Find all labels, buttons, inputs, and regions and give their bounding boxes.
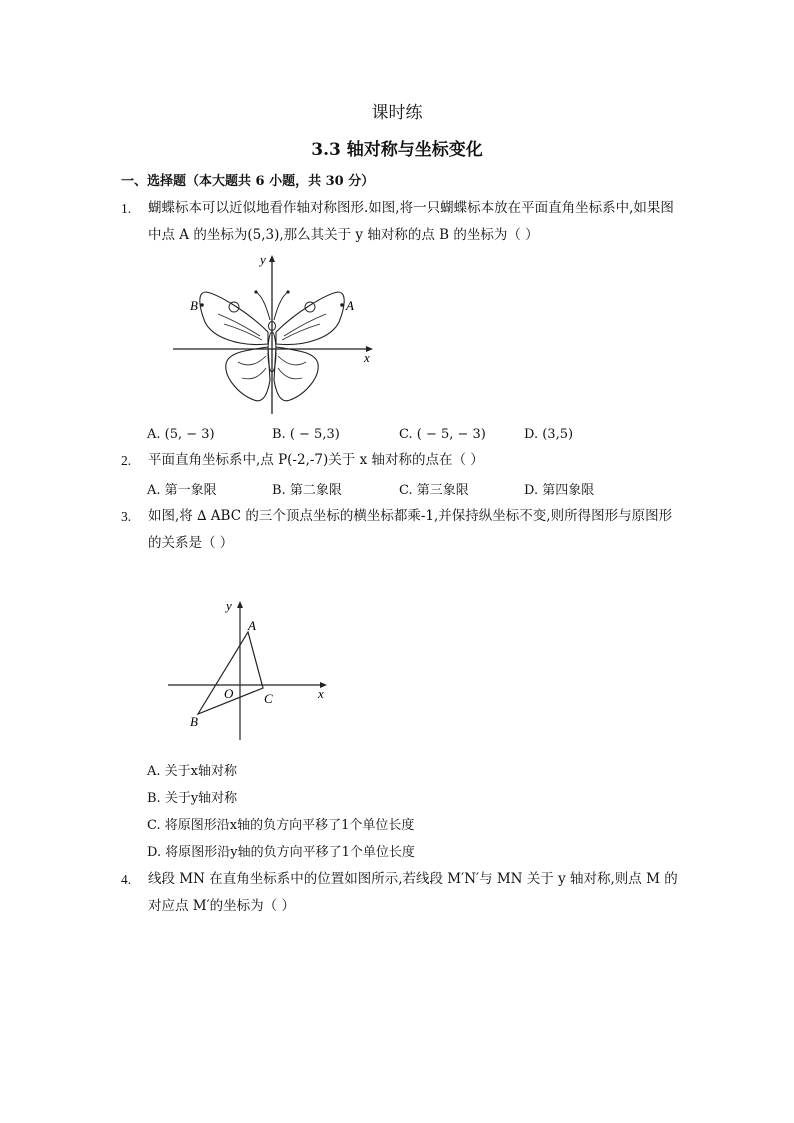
q1-option-c[interactable]: C. ( − 5, − 3) <box>399 427 486 442</box>
question-text: 如图,将 ∆ ABC 的三个顶点坐标的横坐标都乘-1,并保持纵坐标不变,则所得图形与原图形的关系是（ ） <box>148 508 673 551</box>
q3-option-a[interactable]: A. 关于x轴对称 <box>147 764 237 779</box>
q3-option-c[interactable]: C. 将原图形沿x轴的负方向平移了1个单位长度 <box>147 818 415 833</box>
question-4 <box>121 866 681 920</box>
q2-option-b[interactable]: B. 第二象限 <box>272 483 342 498</box>
origin-label: O <box>224 686 234 701</box>
question-text: 蝴蝶标本可以近似地看作轴对称图形.如图,将一只蝴蝶标本放在平面直角坐标系中,如果图中点 A 的坐标为(5,3),那么其关于 y 轴对称的点 B 的坐标为（ ） <box>148 200 674 243</box>
q3-option-b[interactable]: B. 关于y轴对称 <box>147 791 238 806</box>
question-text: 线段 MN 在直角坐标系中的位置如图所示,若线段 M′N′与 MN 关于 y 轴对称,则点 M 的对应点 M′的坐标为（ ） <box>148 871 678 914</box>
lesson-title: 3.3 轴对称与坐标变化 <box>311 140 483 160</box>
q1-option-a[interactable]: A. (5, − 3) <box>147 427 215 442</box>
q2-option-d[interactable]: D. 第四象限 <box>524 483 595 498</box>
point-a-label: A <box>346 298 354 313</box>
q2-option-a[interactable]: A. 第一象限 <box>147 483 217 498</box>
question-1 <box>121 195 681 249</box>
q1-option-d[interactable]: D. (3,5) <box>524 427 574 442</box>
y-axis-label: y <box>260 252 266 267</box>
question-2 <box>121 447 681 474</box>
point-b-label: B <box>190 298 198 313</box>
q2-option-c[interactable]: C. 第三象限 <box>399 483 469 498</box>
question-number: 2. <box>121 453 132 468</box>
question-3 <box>121 503 681 557</box>
x-axis-label: x <box>364 350 370 365</box>
q3-option-d[interactable]: D. 将原图形沿y轴的负方向平移了1个单位长度 <box>147 845 415 860</box>
triangle-figure <box>160 592 340 742</box>
butterfly-figure <box>168 252 378 417</box>
question-text: 平面直角坐标系中,点 P(-2,-7)关于 x 轴对称的点在（ ） <box>148 452 484 468</box>
q1-option-b[interactable]: B. ( − 5,3) <box>272 427 340 442</box>
point-a-label: A <box>248 618 256 633</box>
y-axis-label: y <box>226 598 232 613</box>
page-title: 课时练 <box>371 103 423 123</box>
question-number: 1. <box>121 201 132 216</box>
section-heading: 一、选择题（本大题共 6 小题，共 30 分） <box>121 174 375 189</box>
question-number: 3. <box>121 509 132 524</box>
question-number: 4. <box>121 872 132 887</box>
x-axis-label: x <box>318 686 324 701</box>
point-b-label: B <box>190 714 198 729</box>
point-c-label: C <box>264 691 273 706</box>
